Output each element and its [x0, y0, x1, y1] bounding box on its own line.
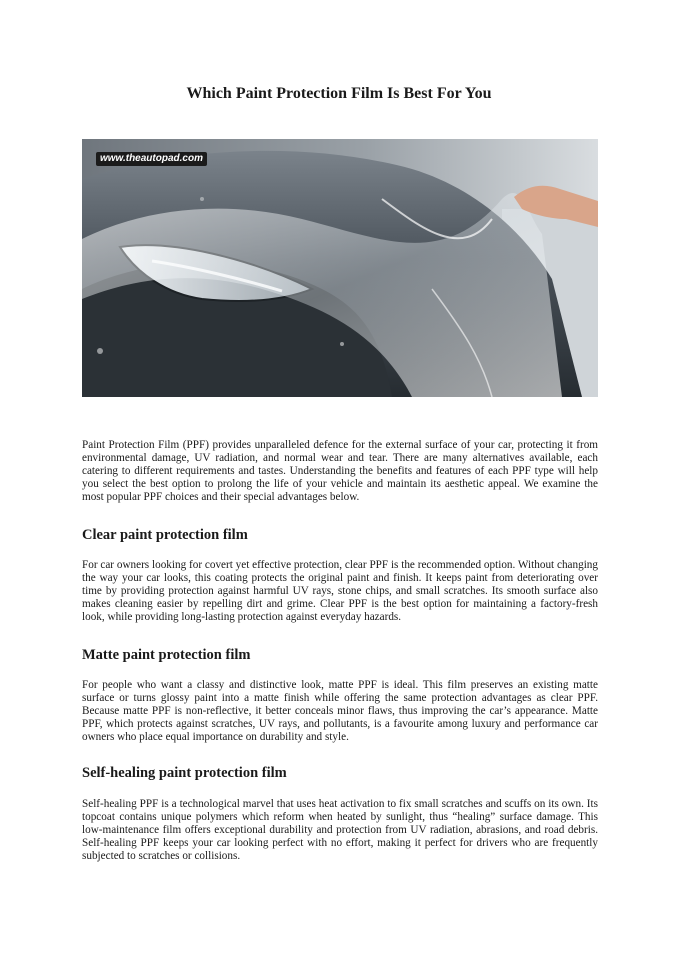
- watermark-label: www.theautopad.com: [96, 152, 207, 166]
- section-body-self-healing: Self-healing PPF is a technological marvel that uses heat activation to fix small scratches and scuffs on its own. Its topcoat contains unique polymers which reform when heated by sunlight, thus “healing” surface damage. This low-maintenance film offers exceptional durability and protection from UV radiation, abrasions, and road debris. Self-healing PPF keeps your car looking perfect with no effort, making it perfect for drivers who are frequently subjected to scratches or collisions.: [82, 798, 598, 862]
- section-heading-matte: Matte paint protection film: [82, 647, 251, 663]
- car-ppf-photo-icon: [82, 139, 598, 397]
- section-heading-clear: Clear paint protection film: [82, 527, 248, 543]
- section-heading-self-healing: Self-healing paint protection film: [82, 765, 287, 781]
- hero-image: [82, 139, 598, 397]
- section-body-matte: For people who want a classy and distinctive look, matte PPF is ideal. This film preserves an existing matte surface or turns glossy paint into a matte finish while offering the same protection advantages as clear PPF. Because matte PPF is non-reflective, it better conceals minor flaws, thus improving the car’s appearance. Matte PPF, which protects against scratches, UV rays, and pollutants, is a favourite among luxury and performance car owners who place equal importance on durability and style.: [82, 679, 598, 743]
- section-body-clear: For car owners looking for covert yet effective protection, clear PPF is the recommended option. Without changing the way your car looks, this coating protects the original paint and finish. It keeps paint from deteriorating over time by providing protection against harmful UV rays, stone chips, and small scratches. Its smooth surface also makes cleaning easier by repelling dirt and grime. Clear PPF is the best option for maintaining a factory-fresh look, while providing long-lasting protection against everyday hazards.: [82, 559, 598, 623]
- intro-paragraph: Paint Protection Film (PPF) provides unparalleled defence for the external surface of your car, protecting it from environmental damage, UV radiation, and normal wear and tear. There are many alternatives available, each catering to different requirements and tastes. Understanding the benefits and features of each PPF type will help you select the best option to prolong the life of your vehicle and maintain its aesthetic appeal. We examine the most popular PPF choices and their special advantages below.: [82, 439, 598, 503]
- page-title: Which Paint Protection Film Is Best For You: [186, 85, 492, 102]
